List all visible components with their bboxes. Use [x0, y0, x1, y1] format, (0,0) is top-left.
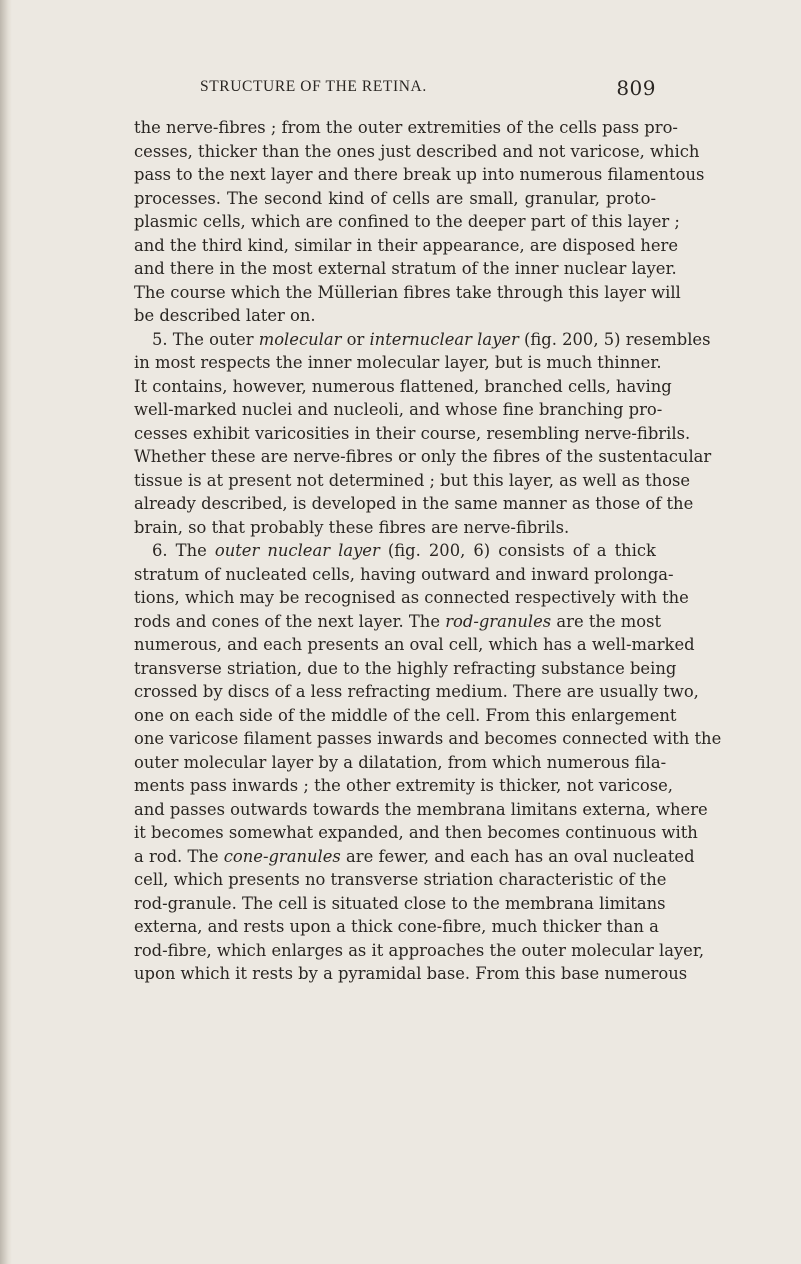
text-line: one varicose filament passes inwards and becomes connected with the — [134, 729, 722, 748]
text-line: rod-fibre, which enlarges as it approaches the outer molecular layer, — [134, 940, 705, 960]
text-run: or — [341, 329, 370, 349]
running-title: STRUCTURE OF THE RETINA. — [200, 78, 427, 95]
text-line: brain, so that probably these fibres are nerve-fibrils. — [134, 517, 570, 537]
text-line — [134, 328, 711, 352]
text-line: transverse striation, due to the highly refracting substance being — [134, 658, 677, 678]
text-line: rod-granule. The cell is situated close to the membrana limitans — [134, 893, 666, 913]
text-line: processes. The second kind of cells are small, granular, proto- — [134, 188, 656, 208]
body-text — [134, 116, 722, 986]
text-line: The course which the Müllerian fibres take through this layer will — [134, 282, 681, 302]
text-line: in most respects the inner molecular layer, but is much thinner. — [134, 353, 662, 372]
text-run: rods and cones of the next layer. The — [134, 611, 446, 631]
text-line: and there in the most external stratum of the inner nuclear layer. — [134, 259, 677, 278]
text-line: externa, and rests upon a thick cone-fibre, much thicker than a — [134, 917, 659, 936]
text-line: cell, which presents no transverse striation characteristic of the — [134, 870, 667, 889]
text-line: and passes outwards towards the membrana limitans externa, where — [134, 799, 708, 819]
text-line: cesses, thicker than the ones just described and not varicose, which — [134, 141, 700, 161]
text-run: are fewer, and each has an oval nucleated — [340, 846, 695, 866]
text-line: pass to the next layer and there break up into numerous filamentous — [134, 165, 705, 184]
text-line: stratum of nucleated cells, having outward and inward prolonga- — [134, 564, 674, 584]
italic-term: cone-granules — [223, 846, 341, 866]
text-run: 5. The outer — [152, 329, 259, 349]
text-line — [134, 845, 695, 869]
text-run: a rod. The — [134, 846, 224, 866]
text-line: outer molecular layer by a dilatation, from which numerous fila- — [134, 752, 667, 772]
text-line: crossed by discs of a less refracting medium. There are usually two, — [134, 682, 699, 701]
text-line: plasmic cells, which are confined to the deeper part of this layer ; — [134, 212, 680, 231]
text-run: (fig. 200, 6) consists of a thick — [379, 541, 656, 560]
text-line: and the third kind, similar in their appearance, are disposed here — [134, 235, 679, 255]
text-line: be described later on. — [134, 306, 316, 325]
text-line: cesses exhibit varicosities in their course, resembling nerve-fibrils. — [134, 423, 691, 443]
text-line: already described, is developed in the same manner as those of the — [134, 494, 694, 513]
text-line: numerous, and each presents an oval cell, which has a well-marked — [134, 635, 695, 654]
running-head — [134, 78, 656, 104]
text-run: are the most — [551, 611, 662, 631]
italic-term: outer nuclear layer — [214, 541, 380, 560]
page-binding-shadow — [0, 0, 12, 1264]
text-line: upon which it rests by a pyramidal base. From this base numerous — [134, 964, 688, 983]
text-line: tions, which may be recognised as connected respectively with the — [134, 588, 689, 607]
text-line — [134, 610, 662, 634]
text-run: (fig. 200, 5) resembles — [518, 329, 711, 349]
book-page — [134, 76, 722, 986]
text-line: tissue is at present not determined ; but this layer, as well as those — [134, 470, 691, 490]
italic-term: internuclear layer — [369, 329, 519, 349]
text-line: well-marked nuclei and nucleoli, and whose fine branching pro- — [134, 400, 663, 419]
page-number: 809 — [616, 76, 656, 100]
italic-term: molecular — [258, 329, 342, 349]
text-line: ments pass inwards ; the other extremity is thicker, not varicose, — [134, 776, 673, 795]
text-line: it becomes somewhat expanded, and then becomes continuous with — [134, 823, 698, 842]
text-line: the nerve-fibres ; from the outer extremities of the cells pass pro- — [134, 118, 678, 137]
text-run: 6. The — [152, 541, 215, 560]
text-line: one on each side of the middle of the cell. From this enlargement — [134, 705, 677, 725]
italic-term: rod-granules — [445, 611, 552, 631]
text-line: Whether these are nerve-fibres or only the fibres of the sustentacular — [134, 447, 712, 466]
text-line: It contains, however, numerous flattened, branched cells, having — [134, 376, 672, 396]
text-line — [134, 539, 656, 563]
